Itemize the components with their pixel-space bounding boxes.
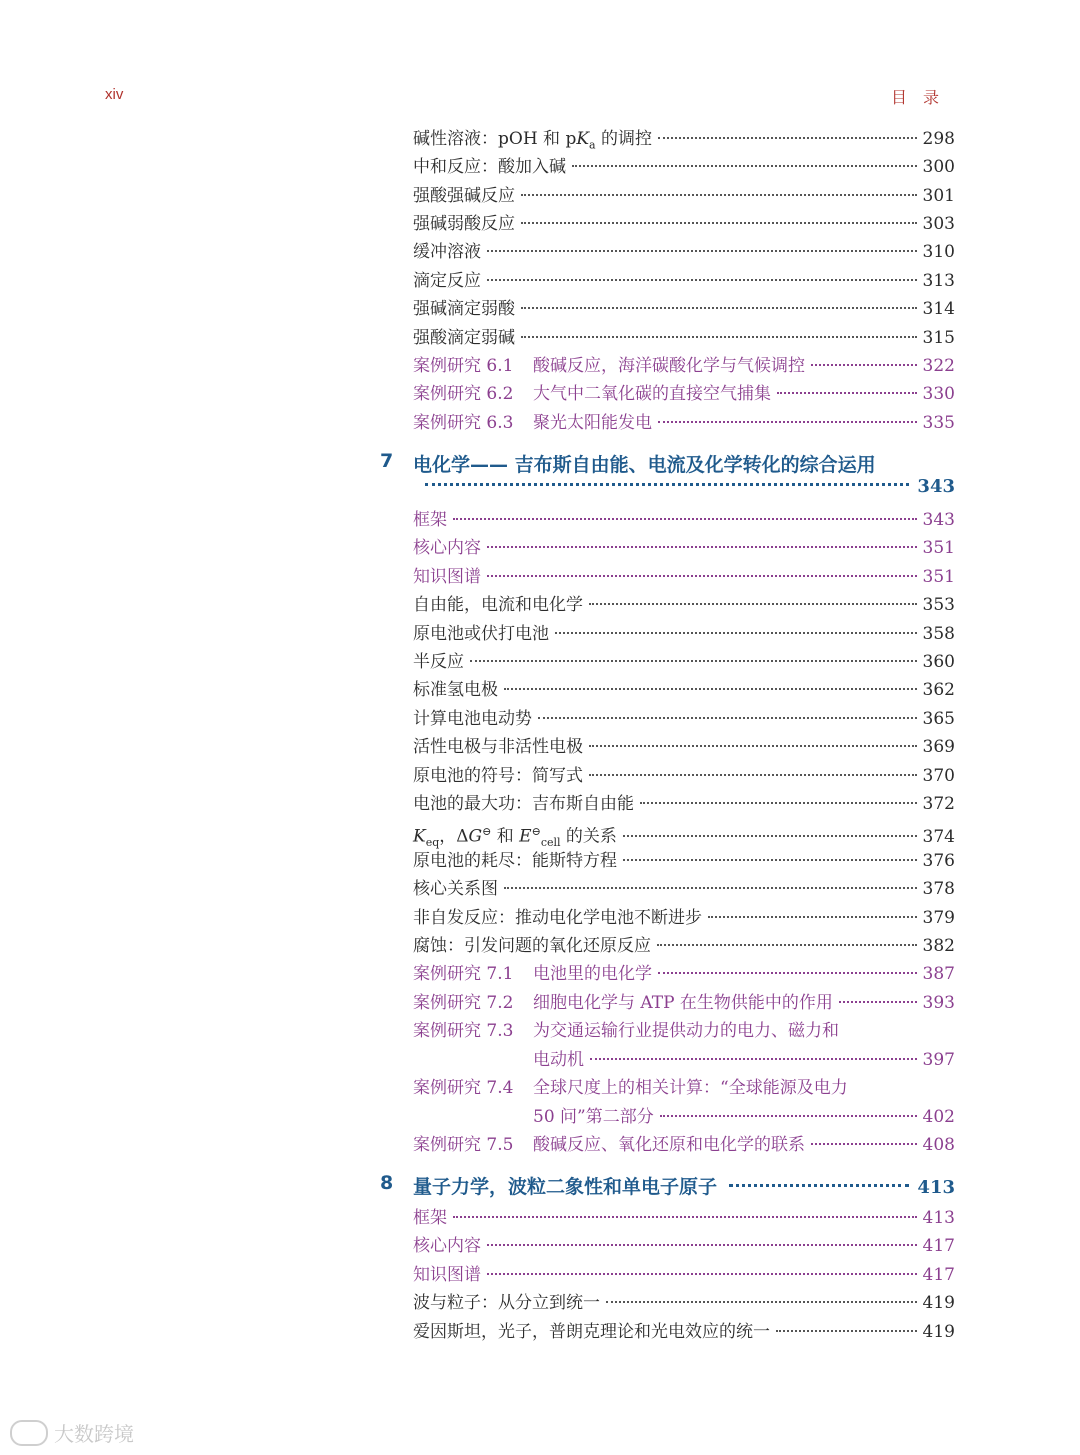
entry-page: 397	[922, 1050, 955, 1070]
chapter-number: 8	[380, 1172, 394, 1194]
keq-separator: ，Δ	[439, 826, 469, 847]
entry-text: 框架	[413, 510, 447, 530]
leader-dots	[589, 745, 917, 747]
entry-text: 标准氢电极	[413, 680, 498, 700]
leader-dots	[521, 307, 917, 309]
leader-dots	[658, 421, 917, 423]
leader-dots	[504, 887, 917, 889]
toc-entry[interactable]	[413, 591, 955, 619]
entry-text: 电池的最大功：吉布斯自由能	[413, 794, 634, 814]
watermark-text: 大数跨境	[54, 1422, 134, 1446]
entry-page: 378	[922, 879, 955, 899]
leader-dots	[623, 859, 917, 861]
leader-dots	[521, 222, 917, 224]
entry-text: 核心关系图	[413, 879, 498, 899]
entry-text: 核心内容	[413, 538, 481, 558]
toc-entry[interactable]	[413, 875, 955, 903]
entry-text: 缓冲溶液	[413, 242, 481, 262]
case-title: 酸碱反应，海洋碳酸化学与气候调控	[533, 356, 805, 376]
case-label: 案例研究 6.3	[413, 413, 514, 433]
e-subscript: cell	[540, 836, 561, 850]
entry-page: 353	[922, 595, 955, 615]
case-study-entry[interactable]	[413, 1131, 955, 1159]
toc-entry[interactable]	[413, 790, 955, 818]
watermark-logo-icon	[10, 1420, 48, 1446]
watermark	[10, 1418, 134, 1447]
toc-entry[interactable]	[413, 1289, 955, 1317]
g-symbol: G	[468, 826, 483, 847]
entry-page: 374	[922, 826, 955, 847]
case-title-line2: 50 问”第二部分	[533, 1107, 654, 1127]
case-label: 案例研究 7.4	[413, 1078, 514, 1098]
entry-page: 369	[922, 737, 955, 757]
leader-dots	[487, 1273, 917, 1275]
toc-entry[interactable]	[413, 1318, 955, 1346]
toc-entry[interactable]	[413, 534, 955, 562]
toc-entry[interactable]	[413, 620, 955, 648]
toc-entry[interactable]	[413, 676, 955, 704]
toc-entry[interactable]	[413, 324, 955, 352]
entry-text: 强酸滴定弱碱	[413, 328, 515, 348]
case-study-entry-line2[interactable]	[533, 1103, 955, 1131]
entry-text: 计算电池电动势	[413, 709, 532, 729]
entry-page: 413	[922, 1208, 955, 1228]
entry-page: 387	[922, 964, 955, 984]
entry-page: 360	[922, 652, 955, 672]
entry-text: 强酸强碱反应	[413, 186, 515, 206]
case-title: 聚光太阳能发电	[533, 413, 652, 433]
case-label: 案例研究 6.1	[413, 356, 514, 376]
case-label: 案例研究 7.2	[413, 993, 514, 1013]
entry-page: 335	[922, 413, 955, 433]
leader-dots	[839, 1001, 917, 1003]
leader-dots	[623, 835, 917, 837]
case-study-entry[interactable]	[413, 352, 955, 380]
leader-dots	[504, 688, 917, 690]
entry-text: 原电池的耗尽：能斯特方程	[413, 851, 617, 871]
e-symbol: E	[519, 826, 532, 847]
entry-text: 原电池的符号：简写式	[413, 766, 583, 786]
entry-italic: K	[576, 129, 590, 149]
leader-dots	[777, 392, 917, 394]
keq-subscript: eq	[425, 836, 440, 850]
page-number: xiv	[105, 86, 124, 103]
entry-text: 知识图谱	[413, 567, 481, 587]
chapter-title: 电化学—— 吉布斯自由能、电流及化学转化的综合运用	[413, 454, 876, 476]
leader-dots	[425, 483, 909, 486]
case-study-entry[interactable]	[413, 409, 955, 437]
entry-text-tail: 的调控	[595, 129, 653, 149]
entry-page: 298	[922, 129, 955, 149]
toc-entry[interactable]	[413, 238, 955, 266]
entry-text: 核心内容	[413, 1236, 481, 1256]
toc-entry[interactable]	[413, 563, 955, 591]
case-title-line2: 电动机	[533, 1050, 584, 1070]
entry-text: 滴定反应	[413, 271, 481, 291]
e-superscript: ⊖	[531, 825, 541, 838]
case-label: 案例研究 7.3	[413, 1021, 514, 1041]
leader-dots	[658, 137, 917, 139]
entry-text: 非自发反应：推动电化学电池不断进步	[413, 908, 702, 928]
toc-entry[interactable]	[413, 733, 955, 761]
leader-dots	[660, 1115, 917, 1117]
toc-entry[interactable]	[413, 182, 955, 210]
toc-entry[interactable]	[413, 932, 955, 960]
entry-page: 310	[922, 242, 955, 262]
entry-page: 376	[922, 851, 955, 871]
leader-dots	[487, 250, 917, 252]
chapter-title: 量子力学，波粒二象性和单电子原子	[413, 1176, 718, 1198]
entry-text: 腐蚀：引发问题的氧化还原反应	[413, 936, 651, 956]
case-label: 案例研究 7.1	[413, 964, 514, 984]
toc-entry[interactable]	[413, 904, 955, 932]
entry-page: 382	[922, 936, 955, 956]
entry-page: 358	[922, 624, 955, 644]
keq-symbol: K	[413, 826, 426, 847]
case-title: 酸碱反应、氧化还原和电化学的联系	[533, 1135, 805, 1155]
chapter-page: 413	[917, 1177, 955, 1198]
entry-page: 393	[922, 993, 955, 1013]
entry-text: 中和反应：酸加入碱	[413, 157, 566, 177]
case-title: 大气中二氧化碳的直接空气捕集	[533, 384, 771, 404]
g-superscript: ⊖	[482, 825, 492, 838]
entry-page: 351	[922, 538, 955, 558]
chapter-number: 7	[380, 450, 394, 472]
toc-entry[interactable]	[413, 1232, 955, 1260]
leader-dots	[658, 972, 917, 974]
keq-tail: 的关系	[560, 826, 617, 847]
leader-dots	[640, 802, 917, 804]
entry-text: 半反应	[413, 652, 464, 672]
case-label: 案例研究 6.2	[413, 384, 514, 404]
entry-text: 波与粒子：从分立到统一	[413, 1293, 600, 1313]
entry-page: 362	[922, 680, 955, 700]
leader-dots	[729, 1184, 909, 1187]
entry-page: 419	[922, 1322, 955, 1342]
leader-dots	[521, 194, 917, 196]
leader-dots	[487, 1244, 917, 1246]
leader-dots	[708, 916, 917, 918]
chapter-leader-row[interactable]	[413, 476, 955, 504]
case-label: 案例研究 7.5	[413, 1135, 514, 1155]
toc-entry[interactable]	[413, 295, 955, 323]
entry-text: 活性电极与非活性电极	[413, 737, 583, 757]
leader-dots	[657, 944, 917, 946]
toc-entry[interactable]	[413, 267, 955, 295]
entry-page: 301	[922, 186, 955, 206]
leader-dots	[811, 364, 917, 366]
case-title: 细胞电化学与 ATP 在生物供能中的作用	[533, 993, 833, 1013]
leader-dots	[606, 1301, 917, 1303]
toc-entry[interactable]	[413, 1204, 955, 1232]
case-study-entry[interactable]	[413, 380, 955, 408]
leader-dots	[470, 660, 917, 662]
entry-page: 315	[922, 328, 955, 348]
entry-page: 408	[922, 1135, 955, 1155]
leader-dots	[589, 603, 917, 605]
toc-entry[interactable]	[413, 705, 955, 733]
case-title-line1: 为交通运输行业提供动力的电力、磁力和	[533, 1021, 839, 1041]
toc-entry[interactable]	[413, 1261, 955, 1289]
leader-dots	[487, 546, 917, 548]
case-title: 电池里的电化学	[533, 964, 652, 984]
entry-page: 300	[922, 157, 955, 177]
entry-page: 372	[922, 794, 955, 814]
entry-subscript: a	[589, 138, 596, 152]
toc-entry[interactable]	[413, 648, 955, 676]
keq-and: 和	[491, 826, 520, 847]
entry-text: 原电池或伏打电池	[413, 624, 549, 644]
entry-text: 爱因斯坦，光子，普朗克理论和光电效应的统一	[413, 1322, 770, 1342]
case-study-entry-line1[interactable]	[413, 1017, 839, 1045]
toc-entry[interactable]	[413, 210, 955, 238]
leader-dots	[487, 279, 917, 281]
entry-page: 402	[922, 1107, 955, 1127]
entry-text: 知识图谱	[413, 1265, 481, 1285]
toc-entry[interactable]	[413, 153, 955, 181]
toc-entry[interactable]	[413, 506, 955, 534]
leader-dots	[453, 518, 917, 520]
entry-page: 417	[922, 1236, 955, 1256]
chapter-page: 343	[917, 476, 955, 497]
toc-entry[interactable]	[413, 762, 955, 790]
entry-page: 370	[922, 766, 955, 786]
leader-dots	[811, 1143, 917, 1145]
leader-dots	[453, 1216, 917, 1218]
entry-page: 314	[922, 299, 955, 319]
case-study-entry-line2[interactable]	[533, 1046, 955, 1074]
entry-page: 322	[922, 356, 955, 376]
case-title-line1: 全球尺度上的相关计算：“全球能源及电力	[533, 1078, 848, 1098]
entry-page: 313	[922, 271, 955, 291]
case-study-entry[interactable]	[413, 960, 955, 988]
toc-entry[interactable]	[413, 125, 955, 153]
entry-page: 330	[922, 384, 955, 404]
toc-entry[interactable]	[413, 847, 955, 875]
entry-page: 303	[922, 214, 955, 234]
entry-page: 343	[922, 510, 955, 530]
leader-dots	[538, 717, 917, 719]
running-head: 目录	[890, 88, 955, 107]
entry-text: 自由能，电流和电化学	[413, 595, 583, 615]
entry-text: 强碱弱酸反应	[413, 214, 515, 234]
leader-dots	[776, 1330, 917, 1332]
leader-dots	[487, 575, 917, 577]
toc-entry-keq[interactable]	[413, 818, 955, 850]
leader-dots	[572, 165, 917, 167]
entry-page: 365	[922, 709, 955, 729]
entry-text: 强碱滴定弱酸	[413, 299, 515, 319]
entry-page: 417	[922, 1265, 955, 1285]
leader-dots	[555, 632, 917, 634]
entry-text: 碱性溶液：pOH 和 p	[413, 129, 577, 149]
entry-page: 419	[922, 1293, 955, 1313]
leader-dots	[521, 336, 917, 338]
case-study-entry-line1[interactable]	[413, 1074, 848, 1102]
case-study-entry[interactable]	[413, 989, 955, 1017]
entry-page: 379	[922, 908, 955, 928]
entry-page: 351	[922, 567, 955, 587]
leader-dots	[590, 1058, 917, 1060]
chapter-title-row[interactable]	[413, 1172, 955, 1202]
leader-dots	[589, 774, 917, 776]
entry-text: 框架	[413, 1208, 447, 1228]
